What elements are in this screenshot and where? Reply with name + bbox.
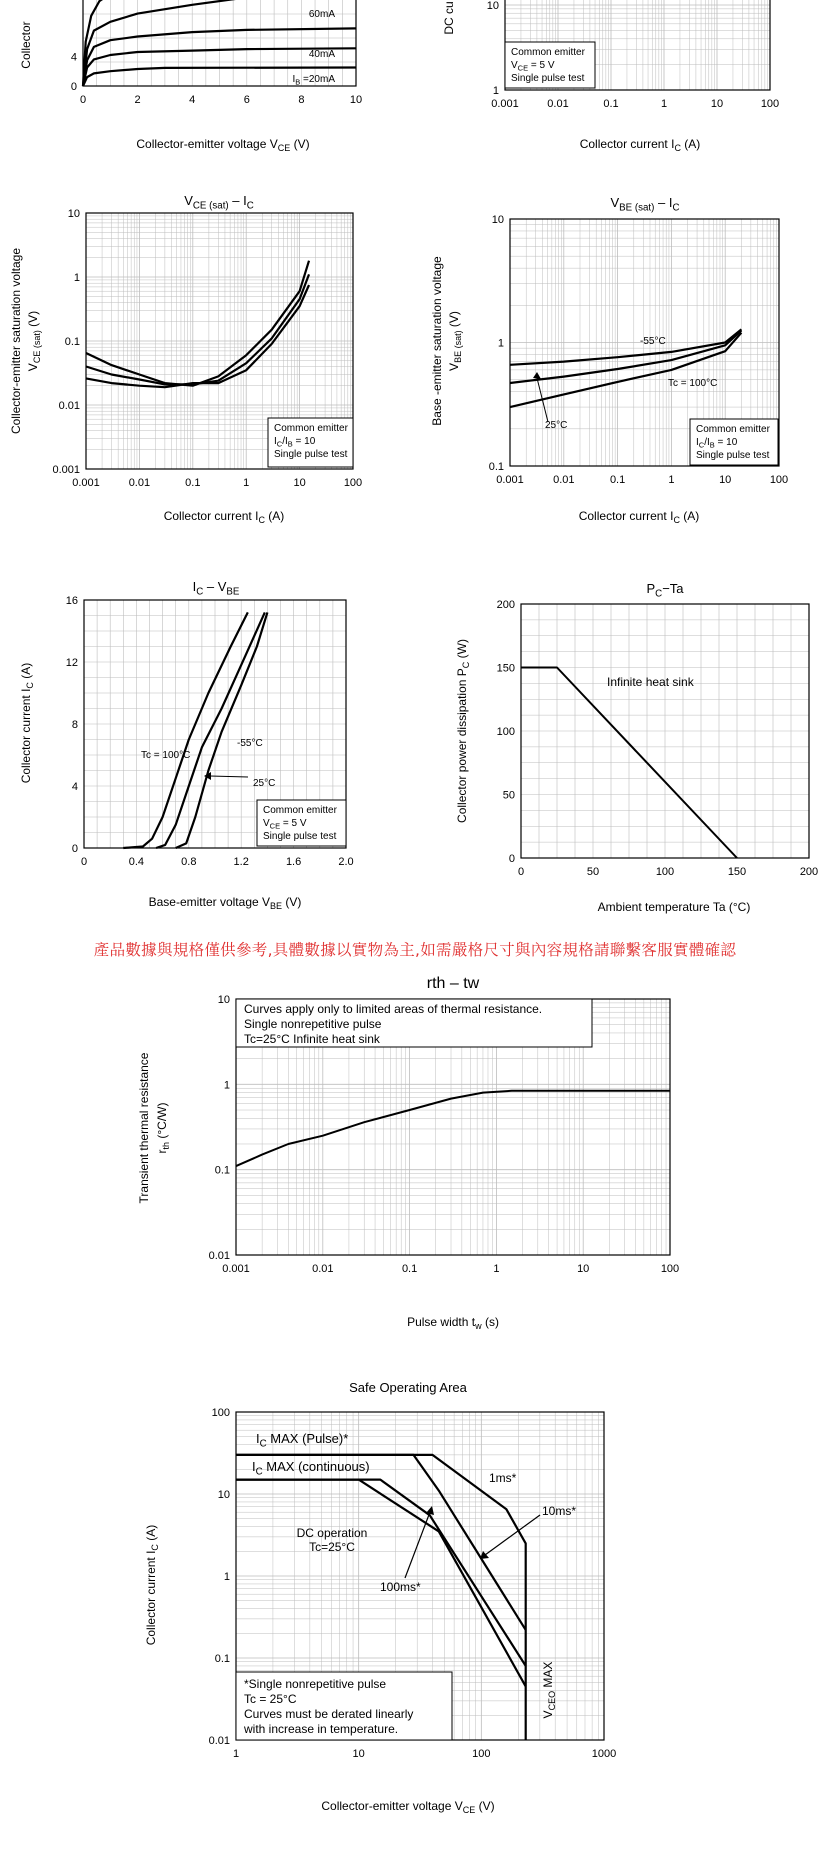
chart-title: $I_C - V_{BE}$ <box>192 579 240 598</box>
y-tick-label: 1 <box>497 337 504 350</box>
x-tick-label: 1 <box>243 477 250 489</box>
x-tick-label: 0 <box>517 866 525 878</box>
x-tick-label: 0.4 <box>128 856 145 868</box>
legend-text: $V_{CE} = 5$ V <box>511 60 555 73</box>
y-axis-label: $V_{CE (sat)}$ (V) <box>26 310 42 372</box>
annotation-arrow <box>210 776 248 777</box>
x-tick-label: 50 <box>586 866 600 878</box>
legend-text: Common emitter <box>511 47 585 58</box>
curve-label: $V_{CEO}$ MAX <box>541 1661 557 1719</box>
x-tick-label: 0.001 <box>491 98 519 110</box>
legend-text: Curves must be derated linearly <box>244 1707 414 1721</box>
x-tick-label: 1 <box>493 1263 500 1275</box>
chart-title: Safe Operating Area <box>349 1380 467 1395</box>
legend-text: Single nonrepetitive pulse <box>244 1017 382 1031</box>
y-axis-label: Base -emitter saturation voltage <box>430 256 444 426</box>
x-tick-label: 100 <box>655 866 675 878</box>
chart-rth-tw <box>137 975 679 1331</box>
y-tick-label: 100 <box>211 1407 230 1419</box>
legend-text: $I_C/I_B = 10$ <box>274 436 316 449</box>
x-tick-label: 100 <box>472 1748 491 1760</box>
x-tick-label: 0.1 <box>609 474 626 486</box>
y-axis-label: Collector-emitter saturation voltage <box>9 247 23 435</box>
disclaimer-notice: 產品數據與規格僅供參考,具體數據以實物為主,如需嚴格尺寸與內容規格請聯繫客服實體確認 <box>93 941 737 959</box>
chart-pc-ta <box>455 581 818 914</box>
curve-label: 10ms* <box>542 1504 577 1518</box>
x-tick-label: 1 <box>660 98 668 110</box>
x-axis-label: Collector current $I_C$ (A) <box>163 509 285 525</box>
series-line <box>86 261 309 386</box>
legend-text: Tc = 25°C <box>244 1692 297 1706</box>
x-tick-label: 0.1 <box>603 98 619 110</box>
legend-text: Single pulse test <box>263 831 337 842</box>
x-tick-label: 1000 <box>591 1748 617 1760</box>
x-tick-label: 100 <box>660 1263 680 1275</box>
series-line <box>123 612 248 848</box>
y-tick-label: 0.001 <box>52 464 80 476</box>
y-tick-label: 150 <box>496 662 515 675</box>
x-tick-label: 1 <box>232 1748 240 1760</box>
curve-label: Tc = 100°C <box>668 378 718 389</box>
legend-text: Single pulse test <box>511 73 585 84</box>
x-tick-label: 0.8 <box>181 856 197 868</box>
curve-label: 25°C <box>253 778 276 789</box>
curve-label: -55°C <box>237 738 263 749</box>
x-tick-label: 0.1 <box>185 477 201 489</box>
x-axis-label: Base-emitter voltage $V_{BE}$ (V) <box>148 895 302 911</box>
chart-hfe-ic <box>442 0 779 153</box>
y-tick-label: 0.1 <box>488 461 504 473</box>
curve-label: 25°C <box>545 420 568 431</box>
series-line <box>86 285 309 387</box>
y-tick-label: 4 <box>70 51 77 64</box>
chart-title: $V_{BE (sat)} - I_C$ <box>610 195 680 214</box>
legend-text: $I_C/I_B = 10$ <box>696 437 738 450</box>
y-tick-label: 0.1 <box>214 1653 230 1665</box>
x-tick-label: 0.01 <box>312 1263 334 1275</box>
y-tick-label: 100 <box>496 726 515 738</box>
chart-title: $V_{CE (sat)} - I_C$ <box>184 193 254 212</box>
x-axis-label: Pulse width $t_w$ (s) <box>407 1315 499 1331</box>
x-tick-label: 0 <box>79 94 87 106</box>
curve-label: 60mA <box>308 9 335 20</box>
x-tick-label: 10 <box>349 94 363 106</box>
x-tick-label: 150 <box>727 866 747 878</box>
x-tick-label: 0.01 <box>128 477 151 489</box>
y-axis-label: Collector current $I_C$ (A) <box>144 1524 160 1646</box>
legend-text: with increase in temperature. <box>244 1722 399 1736</box>
x-tick-label: 100 <box>343 477 363 489</box>
y-tick-label: 10 <box>67 208 80 220</box>
x-tick-label: 0.001 <box>496 474 524 486</box>
curve-label: -55°C <box>640 336 666 347</box>
y-axis-label: Collector power dissipation $P_C$ (W) <box>455 639 471 823</box>
x-tick-label: 200 <box>799 866 819 878</box>
curve-label: 100ms* <box>380 1580 421 1594</box>
y-axis-label: $r_{th}$ (°C/W) <box>155 1102 171 1154</box>
y-tick-label: 0 <box>71 843 78 855</box>
y-tick-label: 4 <box>71 781 78 793</box>
x-tick-label: 1.2 <box>233 856 249 868</box>
curve-label: $I_B =20mA$ <box>292 74 335 87</box>
y-axis-label: Transient thermal resistance <box>137 1052 151 1204</box>
y-tick-label: 16 <box>65 595 78 607</box>
series-line <box>236 1480 526 1666</box>
legend-text: Common emitter <box>274 423 348 434</box>
x-tick-label: 1.6 <box>285 856 302 868</box>
x-tick-label: 100 <box>769 474 789 486</box>
y-tick-label: 10 <box>486 0 499 12</box>
chart-vcesat-ic <box>9 193 362 525</box>
curve-label: Tc = 100°C <box>141 750 191 761</box>
x-tick-label: 10 <box>710 98 724 110</box>
y-tick-label: 0 <box>508 853 515 865</box>
chart-ic-vce <box>19 0 362 153</box>
x-tick-label: 0 <box>80 856 88 868</box>
chart-title: $P_C-Ta$ <box>646 581 684 600</box>
x-tick-label: 2 <box>134 94 141 106</box>
x-axis-label: Collector current $I_C$ (A) <box>578 509 700 525</box>
curve-label: 40mA <box>308 49 335 60</box>
y-tick-label: 200 <box>496 599 515 611</box>
x-tick-label: 0.01 <box>547 98 569 110</box>
curve-label: DC operation <box>296 1526 368 1540</box>
x-tick-label: 100 <box>760 98 780 110</box>
curve-label: 1ms* <box>489 1471 517 1485</box>
y-tick-label: 1 <box>223 1571 230 1583</box>
y-tick-label: 0.01 <box>208 1735 230 1747</box>
legend-text: $V_{CE} = 5$ V <box>263 818 307 831</box>
x-tick-label: 0.001 <box>222 1263 250 1275</box>
x-tick-label: 0.001 <box>72 477 100 489</box>
y-tick-label: 0.01 <box>208 1250 230 1262</box>
x-axis-label: Collector-emitter voltage $V_{CE}$ (V) <box>136 137 310 153</box>
y-tick-label: 12 <box>65 657 78 669</box>
legend-text: Common emitter <box>696 424 770 435</box>
y-axis-label: $V_{BE (sat)}$ (V) <box>447 311 463 371</box>
annotation-arrowhead <box>533 372 541 379</box>
y-tick-label: 1 <box>73 272 80 284</box>
grid <box>521 604 809 858</box>
legend-text: *Single nonrepetitive pulse <box>244 1677 387 1691</box>
x-tick-label: 6 <box>243 94 250 106</box>
legend-text: Curves apply only to limited areas of thermal resistance. <box>244 1002 543 1016</box>
y-tick-label: 1 <box>492 85 499 97</box>
y-tick-label: 0.01 <box>58 400 80 412</box>
x-tick-label: 10 <box>577 1263 590 1275</box>
legend-text: Common emitter <box>263 805 337 816</box>
chart-annotation: Infinite heat sink <box>607 675 694 689</box>
y-axis-label: Collector <box>19 21 33 69</box>
x-tick-label: 0.1 <box>401 1263 418 1275</box>
x-tick-label: 1 <box>668 474 675 486</box>
x-tick-label: 10 <box>719 474 732 486</box>
x-axis-label: Collector-emitter voltage $V_{CE}$ (V) <box>321 1799 495 1815</box>
series-line <box>510 329 741 365</box>
legend-text: Tc=25°C Infinite heat sink <box>244 1032 380 1046</box>
curve-label: $I_C$ MAX (Pulse)* <box>256 1431 349 1450</box>
y-tick-label: 10 <box>217 994 230 1006</box>
chart-ic-vbe <box>19 579 354 911</box>
y-tick-label: 0.1 <box>214 1164 230 1177</box>
series-line <box>156 612 265 848</box>
x-tick-label: 10 <box>293 477 306 489</box>
y-axis-label: Collector current $I_C$ (A) <box>19 662 35 784</box>
y-tick-label: 50 <box>502 789 515 802</box>
x-tick-label: 2.0 <box>338 856 354 868</box>
chart-vbesat-ic <box>430 195 788 525</box>
y-tick-label: 1 <box>223 1079 230 1092</box>
x-tick-label: 0.01 <box>553 474 575 486</box>
y-axis-label: DC cu <box>442 1 456 35</box>
x-axis-label: Ambient temperature Ta (°C) <box>597 900 751 914</box>
x-tick-label: 4 <box>189 94 196 106</box>
y-tick-label: 0 <box>70 81 77 93</box>
x-tick-label: 10 <box>352 1748 365 1760</box>
legend-text: Single pulse test <box>696 450 770 461</box>
chart-title: rth – tw <box>426 975 480 992</box>
curve-label: Tc=25°C <box>309 1540 355 1554</box>
y-tick-label: 8 <box>71 719 78 731</box>
x-axis-label: Collector current $I_C$ (A) <box>579 137 701 153</box>
chart-soa <box>144 1380 616 1815</box>
legend-text: Single pulse test <box>274 449 348 460</box>
y-tick-label: 10 <box>491 214 504 226</box>
y-tick-label: 10 <box>217 1489 230 1501</box>
curve-label: $I_C$ MAX (continuous) <box>252 1459 370 1478</box>
y-tick-label: 0.1 <box>64 336 80 348</box>
series-line <box>236 1091 670 1166</box>
x-tick-label: 8 <box>298 94 305 106</box>
annotation-arrow <box>405 1512 430 1578</box>
series-line <box>176 612 268 848</box>
